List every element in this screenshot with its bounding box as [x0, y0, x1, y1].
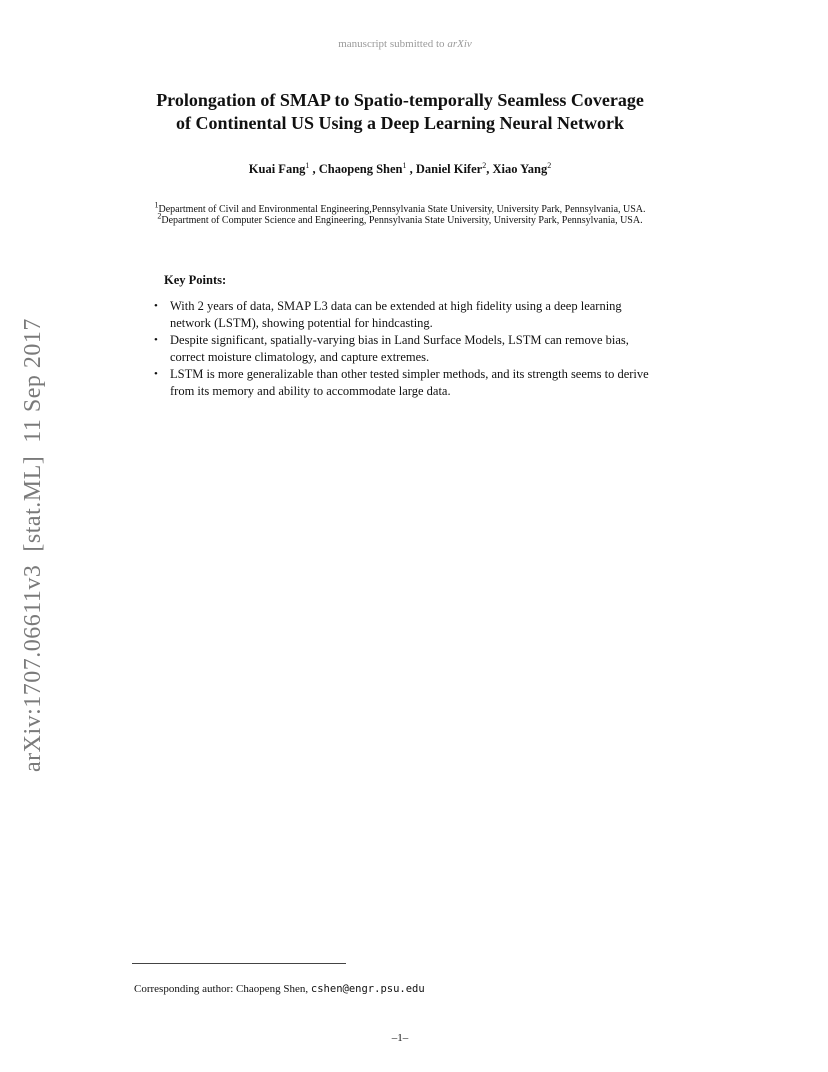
author-name: Chaopeng Shen	[318, 162, 403, 176]
key-point-text: With 2 years of data, SMAP L3 data can be extended at high fidelity using a deep learning network (LSTM), showing potential for hindcasting.	[170, 299, 622, 330]
author-name: Daniel Kifer	[415, 162, 483, 176]
key-points-list	[150, 298, 650, 400]
bullet-icon: •	[154, 334, 158, 346]
bullet-icon: •	[154, 368, 158, 380]
affiliation-2	[0, 211, 800, 226]
author-affil-mark: 1	[305, 160, 310, 170]
affiliations	[0, 200, 800, 226]
arxiv-identifier-stamp: arXiv:1707.06611v3 [stat.ML] 11 Sep 2017	[20, 318, 46, 772]
paper-title	[0, 89, 800, 135]
affiliation-mark: 2	[157, 211, 162, 221]
affiliation-text: Department of Computer Science and Engineering, Pennsylvania State University, University Park, Pennsylvania, USA.	[161, 215, 643, 226]
footnote-email: cshen@engr.psu.edu	[310, 983, 425, 995]
corresponding-author-footnote	[134, 983, 425, 995]
page-number: –1–	[391, 1032, 409, 1044]
affiliation-mark: 1	[154, 200, 159, 210]
author-separator: ,	[309, 162, 319, 176]
footnote-author-name: Chaopeng Shen,	[236, 983, 309, 995]
key-point-text: Despite significant, spatially-varying bias in Land Surface Models, LSTM can remove bias, correct moisture climatology, and capture extremes.	[170, 333, 629, 364]
key-points-heading: Key Points:	[164, 273, 227, 287]
key-point-item	[150, 366, 650, 400]
author-separator: ,	[406, 162, 416, 176]
key-point-text: LSTM is more generalizable than other tested simpler methods, and its strength seems to derive from its memory and ability to accommodate large data.	[170, 367, 649, 398]
affiliation-text: Department of Civil and Environmental Engineering,Pennsylvania State University, University Park, Pennsylvania, USA.	[158, 204, 646, 215]
header-venue: arXiv	[447, 38, 472, 50]
author-list	[0, 162, 800, 177]
affiliation-1	[0, 200, 800, 215]
author-name: Xiao Yang	[492, 162, 548, 176]
key-point-item	[150, 332, 650, 366]
footnote-divider	[132, 963, 346, 964]
author-separator: ,	[486, 162, 493, 176]
header-note-text: manuscript submitted to	[338, 38, 445, 50]
author-name: Kuai Fang	[248, 162, 306, 176]
manuscript-header	[0, 38, 810, 50]
title-line-1: Prolongation of SMAP to Spatio-temporally Seamless Coverage	[156, 90, 644, 110]
author-affil-mark: 2	[482, 160, 487, 170]
footnote-label: Corresponding author:	[134, 983, 234, 995]
bullet-icon: •	[154, 300, 158, 312]
author-affil-mark: 1	[402, 160, 407, 170]
title-line-2: of Continental US Using a Deep Learning Neural Network	[176, 113, 624, 133]
key-point-item	[150, 298, 650, 332]
author-affil-mark: 2	[547, 160, 552, 170]
